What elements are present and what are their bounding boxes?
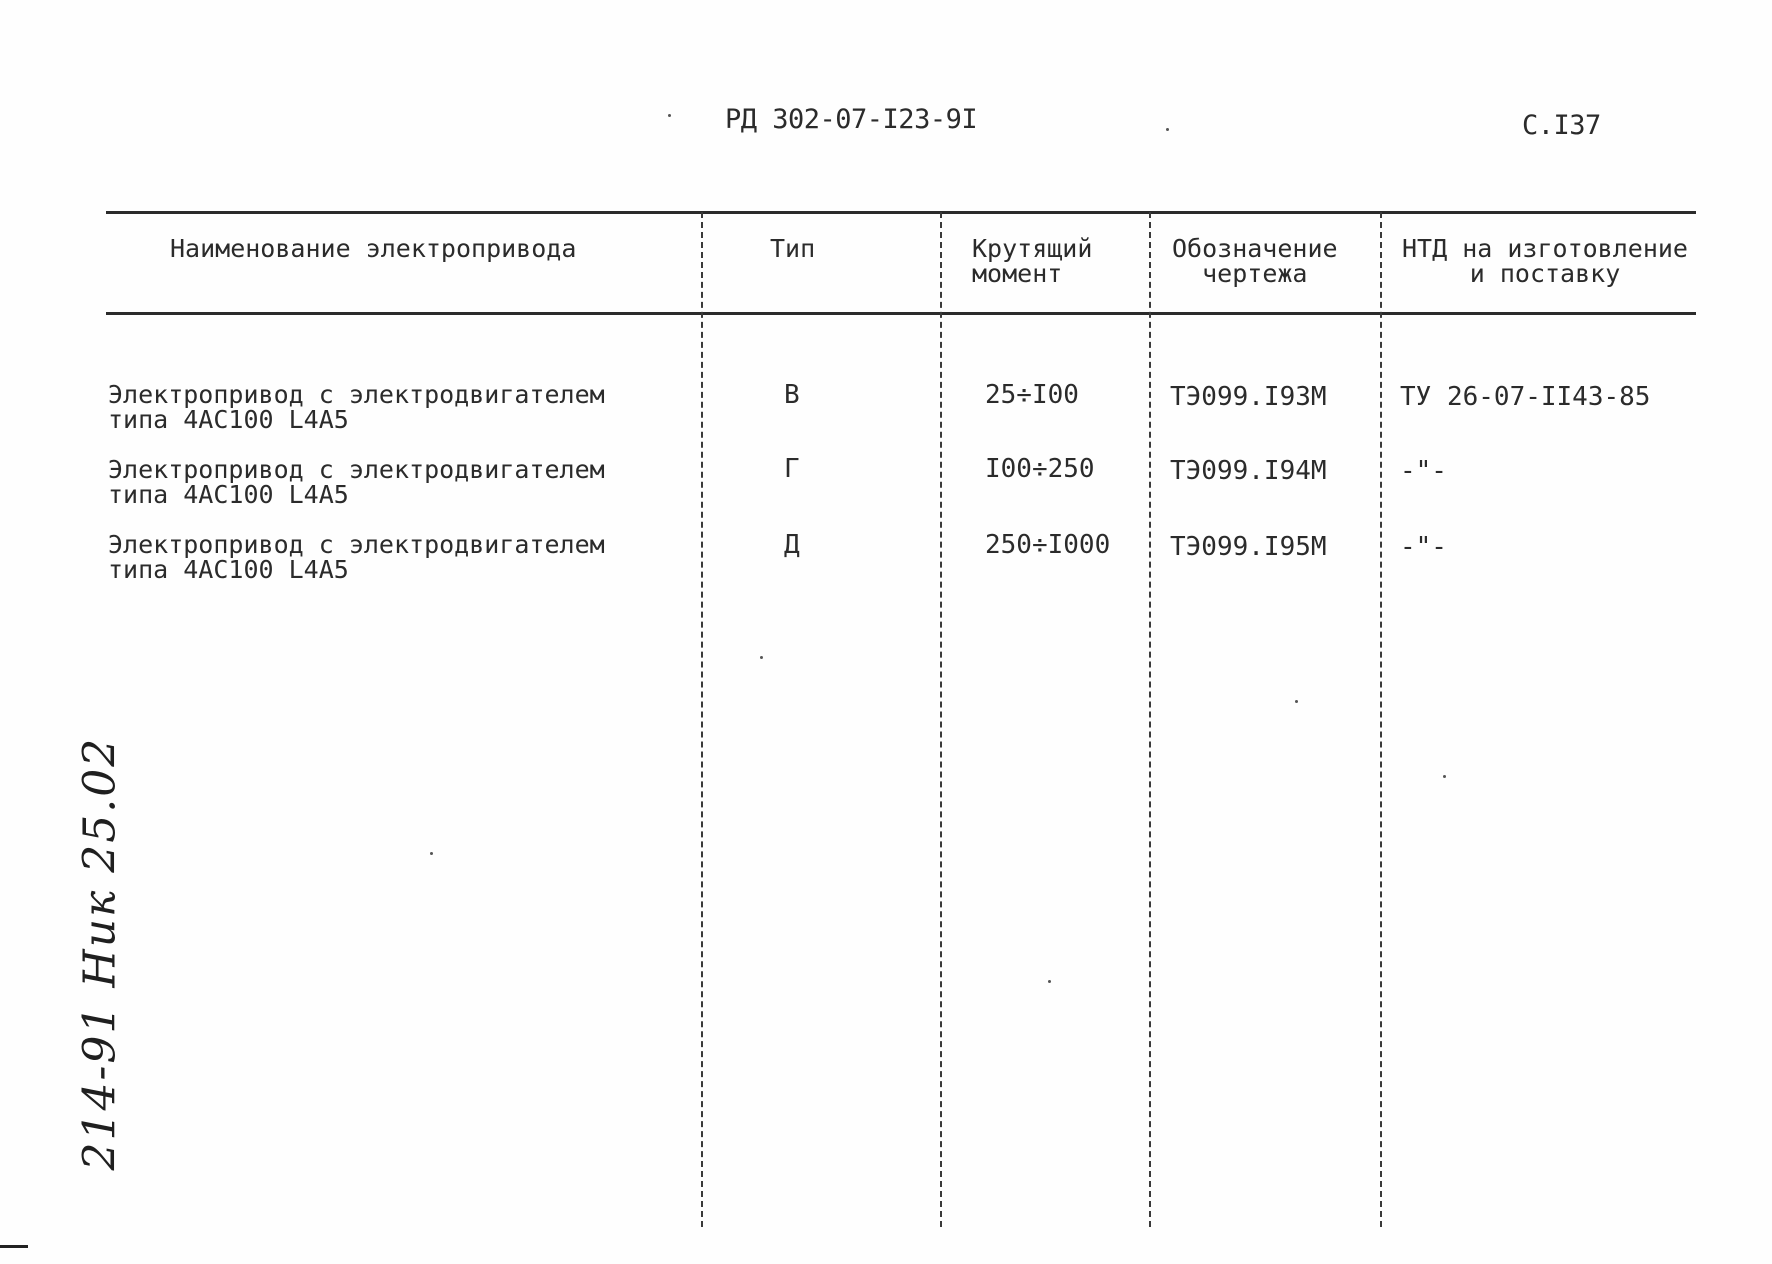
column-header-torque: Крутящий момент bbox=[972, 234, 1093, 288]
scan-speck bbox=[430, 852, 433, 855]
page-number: С.I37 bbox=[1522, 110, 1601, 141]
scan-speck bbox=[1048, 980, 1051, 983]
handwritten-margin-note: 214-91 Ник 25.02 bbox=[74, 736, 126, 1171]
table-row-2-drawing: ТЭ099.I94М bbox=[1170, 456, 1327, 486]
document-code: РД 302-07-I23-9I bbox=[725, 104, 978, 135]
column-header-type: Тип bbox=[770, 234, 816, 263]
column-divider-3 bbox=[1149, 212, 1151, 1227]
column-header-name: Наименование электропривода bbox=[170, 234, 577, 263]
scan-speck bbox=[1295, 700, 1298, 703]
table-row-3-torque: 250÷I000 bbox=[985, 530, 1111, 560]
column-divider-4 bbox=[1380, 212, 1382, 1227]
table-row-3-type: Д bbox=[784, 530, 800, 560]
table-top-rule bbox=[106, 211, 1696, 214]
scan-speck bbox=[1166, 128, 1169, 131]
table-row-1-type: В bbox=[784, 380, 800, 410]
table-row-1-ntd: ТУ 26-07-II43-85 bbox=[1400, 382, 1651, 412]
column-header-ntd: НТД на изготовление и поставку bbox=[1402, 234, 1688, 288]
table-row-3-ntd: -"- bbox=[1400, 532, 1447, 562]
table-row-2-torque: I00÷250 bbox=[985, 454, 1095, 484]
table-row-3-name: Электропривод с электродвигателем типа 4АС100 L4А5 bbox=[108, 530, 605, 584]
column-divider-1 bbox=[701, 212, 703, 1227]
table-header-rule bbox=[106, 312, 1696, 315]
margin-mark bbox=[0, 1245, 28, 1248]
table-row-1-torque: 25÷I00 bbox=[985, 380, 1079, 410]
scan-speck bbox=[1443, 775, 1446, 778]
table-row-1-name: Электропривод с электродвигателем типа 4АС100 L4А5 bbox=[108, 380, 605, 434]
table-row-3-drawing: ТЭ099.I95М bbox=[1170, 532, 1327, 562]
scan-speck bbox=[760, 656, 763, 659]
column-divider-2 bbox=[940, 212, 942, 1227]
table-row-1-drawing: ТЭ099.I93М bbox=[1170, 382, 1327, 412]
table-row-2-ntd: -"- bbox=[1400, 456, 1447, 486]
table-row-2-type: Г bbox=[784, 454, 800, 484]
scan-speck bbox=[668, 114, 671, 117]
table-row-2-name: Электропривод с электродвигателем типа 4АС100 L4А5 bbox=[108, 455, 605, 509]
column-header-drawing: Обозначение чертежа bbox=[1172, 234, 1338, 288]
